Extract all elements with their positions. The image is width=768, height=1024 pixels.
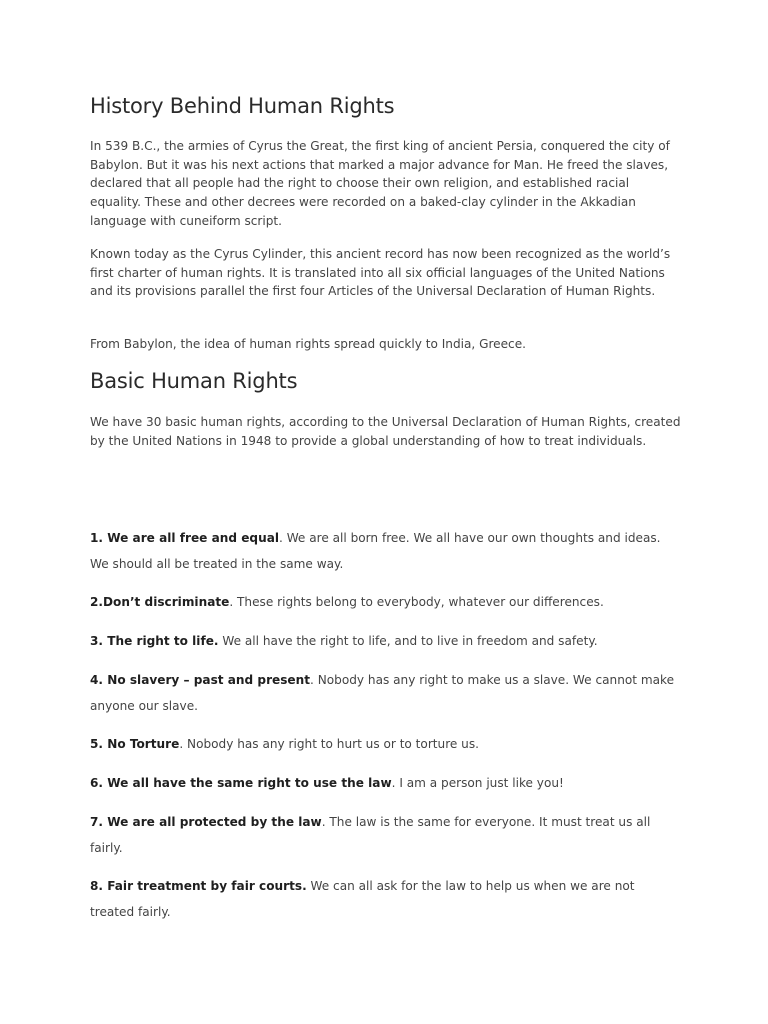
right-item (90, 589, 682, 615)
right-title: 2.Don’t discriminate (90, 595, 230, 609)
right-title: 5. No Torture (90, 737, 180, 751)
paragraph: In 539 B.C., the armies of Cyrus the Great, the first king of ancient Persia, conquered the city of Babylon. But it was his next actions that marked a major advance for Man. He freed the slaves, declared that all people had the right to choose their own religion, and established racial equality. These and other decrees were recorded on a baked-clay cylinder in the Akkadian language with cuneiform script. (90, 139, 670, 228)
right-item (90, 525, 682, 577)
right-title: 4. No slavery – past and present (90, 673, 311, 687)
section-heading-history: History Behind Human Rights (90, 94, 395, 118)
paragraph: From Babylon, the idea of human rights spread quickly to India, Greece. (90, 337, 526, 351)
right-text: . These rights belong to everybody, whatever our differences. (229, 595, 604, 609)
right-title: 8. Fair treatment by fair courts. (90, 879, 307, 893)
right-item (90, 770, 682, 796)
intro-paragraph: We have 30 basic human rights, according to the Universal Declaration of Human Rights, created by the United Nations in 1948 to provide a global understanding of how to treat individuals. (90, 415, 681, 448)
right-item (90, 809, 682, 861)
right-title: 3. The right to life. (90, 634, 219, 648)
right-text: . Nobody has any right to hurt us or to torture us. (179, 737, 479, 751)
right-item (90, 873, 682, 925)
right-item (90, 667, 682, 719)
right-title: 1. We are all free and equal (90, 531, 279, 545)
right-item (90, 628, 682, 654)
right-text: . Nobody has any right to make us a slave. We cannot make anyone our slave. (90, 673, 675, 713)
right-text: . The law is the same for everyone. It must treat us all fairly. (90, 815, 651, 855)
right-text: We all have the right to life, and to live in freedom and safety. (218, 634, 598, 648)
right-text: . We are all born free. We all have our own thoughts and ideas. We should all be treated in the same way. (90, 531, 661, 571)
paragraph: Known today as the Cyrus Cylinder, this ancient record has now been recognized as the world’s first charter of human rights. It is translated into all six official languages of the United Nations and its provisions parallel the first four Articles of the Universal Declaration of Human Rights. (90, 247, 671, 299)
right-text: . I am a person just like you! (391, 776, 564, 790)
right-title: 6. We all have the same right to use the law (90, 776, 392, 790)
section-heading-basic-rights: Basic Human Rights (90, 369, 298, 393)
right-title: 7. We are all protected by the law (90, 815, 322, 829)
right-item (90, 731, 682, 757)
right-text: We can all ask for the law to help us when we are not treated fairly. (90, 879, 635, 919)
